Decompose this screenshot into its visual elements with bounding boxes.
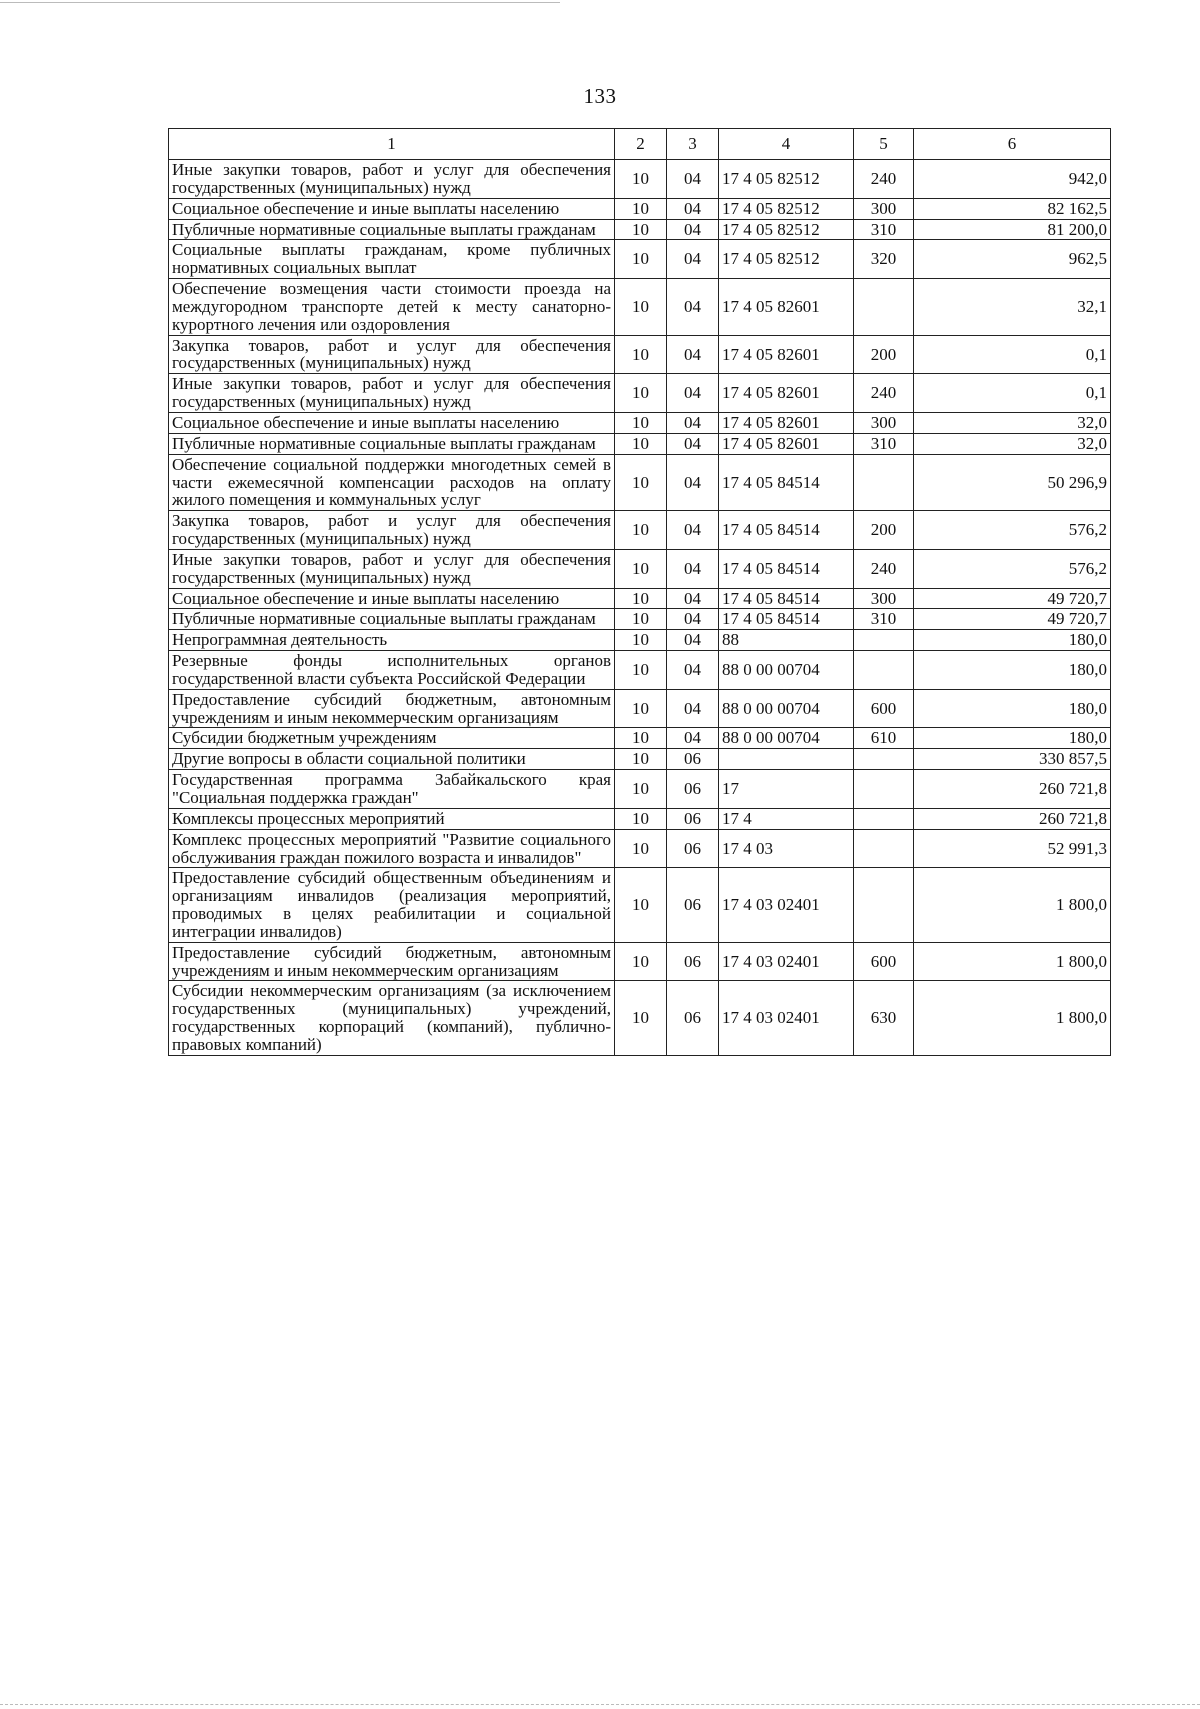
row-amount-cell: 82 162,5 bbox=[914, 198, 1111, 219]
row-expense-type-cell: 300 bbox=[854, 412, 914, 433]
table-row bbox=[169, 749, 1111, 770]
row-amount-cell: 0,1 bbox=[914, 374, 1111, 413]
row-target-code-cell: 17 4 05 84514 bbox=[719, 609, 854, 630]
row-subsection-cell: 04 bbox=[667, 335, 719, 374]
row-target-code-cell: 17 4 05 82512 bbox=[719, 240, 854, 279]
row-section-cell: 10 bbox=[615, 829, 667, 868]
row-subsection-cell: 04 bbox=[667, 689, 719, 728]
row-expense-type-cell: 200 bbox=[854, 335, 914, 374]
column-header: 5 bbox=[854, 129, 914, 160]
row-section-cell: 10 bbox=[615, 868, 667, 942]
table-row bbox=[169, 160, 1111, 199]
row-section-cell: 10 bbox=[615, 770, 667, 809]
row-subsection-cell: 06 bbox=[667, 749, 719, 770]
table-row bbox=[169, 770, 1111, 809]
row-expense-type-cell bbox=[854, 868, 914, 942]
row-amount-cell: 260 721,8 bbox=[914, 808, 1111, 829]
row-section-cell: 10 bbox=[615, 549, 667, 588]
row-subsection-cell: 04 bbox=[667, 630, 719, 651]
row-name-cell: Комплексы процессных мероприятий bbox=[169, 808, 615, 829]
row-name-cell: Резервные фонды исполнительных органов государственной власти субъекта Российской Федерации bbox=[169, 651, 615, 690]
row-expense-type-cell: 240 bbox=[854, 549, 914, 588]
row-section-cell: 10 bbox=[615, 198, 667, 219]
row-expense-type-cell bbox=[854, 279, 914, 336]
table-row bbox=[169, 651, 1111, 690]
row-expense-type-cell: 300 bbox=[854, 588, 914, 609]
row-expense-type-cell bbox=[854, 770, 914, 809]
row-section-cell: 10 bbox=[615, 511, 667, 550]
row-name-cell: Обеспечение социальной поддержки многодетных семей в части ежемесячной компенсации расходов на оплату жилого помещения и коммунальных услуг bbox=[169, 454, 615, 511]
row-name-cell: Социальное обеспечение и иные выплаты населению bbox=[169, 588, 615, 609]
row-expense-type-cell: 630 bbox=[854, 981, 914, 1055]
row-subsection-cell: 04 bbox=[667, 374, 719, 413]
row-subsection-cell: 04 bbox=[667, 651, 719, 690]
row-subsection-cell: 06 bbox=[667, 770, 719, 809]
row-target-code-cell: 17 4 05 82601 bbox=[719, 433, 854, 454]
row-target-code-cell: 17 4 05 82601 bbox=[719, 335, 854, 374]
row-subsection-cell: 04 bbox=[667, 454, 719, 511]
row-target-code-cell: 17 4 05 82512 bbox=[719, 160, 854, 199]
row-section-cell: 10 bbox=[615, 219, 667, 240]
table-row bbox=[169, 219, 1111, 240]
table-row bbox=[169, 335, 1111, 374]
row-expense-type-cell: 240 bbox=[854, 160, 914, 199]
row-section-cell: 10 bbox=[615, 412, 667, 433]
row-section-cell: 10 bbox=[615, 588, 667, 609]
table-row bbox=[169, 808, 1111, 829]
row-target-code-cell: 17 4 05 82512 bbox=[719, 198, 854, 219]
row-expense-type-cell: 610 bbox=[854, 728, 914, 749]
row-amount-cell: 52 991,3 bbox=[914, 829, 1111, 868]
row-target-code-cell: 88 0 00 00704 bbox=[719, 728, 854, 749]
row-target-code-cell: 17 4 03 bbox=[719, 829, 854, 868]
row-subsection-cell: 04 bbox=[667, 728, 719, 749]
row-name-cell: Комплекс процессных мероприятий "Развитие социального обслуживания граждан пожилого возраста и инвалидов" bbox=[169, 829, 615, 868]
row-subsection-cell: 04 bbox=[667, 588, 719, 609]
row-name-cell: Публичные нормативные социальные выплаты гражданам bbox=[169, 609, 615, 630]
row-expense-type-cell bbox=[854, 829, 914, 868]
row-name-cell: Обеспечение возмещения части стоимости проезда на междугородном транспорте детей к месту санаторно-курортного лечения или оздоровления bbox=[169, 279, 615, 336]
row-name-cell: Государственная программа Забайкальского края "Социальная поддержка граждан" bbox=[169, 770, 615, 809]
row-subsection-cell: 04 bbox=[667, 549, 719, 588]
row-expense-type-cell: 600 bbox=[854, 689, 914, 728]
table-row bbox=[169, 549, 1111, 588]
row-subsection-cell: 06 bbox=[667, 942, 719, 981]
row-name-cell: Социальное обеспечение и иные выплаты населению bbox=[169, 198, 615, 219]
row-expense-type-cell bbox=[854, 630, 914, 651]
table-row bbox=[169, 374, 1111, 413]
table-header bbox=[169, 129, 1111, 160]
row-subsection-cell: 04 bbox=[667, 160, 719, 199]
row-name-cell: Иные закупки товаров, работ и услуг для обеспечения государственных (муниципальных) нужд bbox=[169, 160, 615, 199]
row-amount-cell: 180,0 bbox=[914, 728, 1111, 749]
row-subsection-cell: 04 bbox=[667, 219, 719, 240]
row-amount-cell: 180,0 bbox=[914, 630, 1111, 651]
page-number: 133 bbox=[583, 84, 617, 108]
table-row bbox=[169, 728, 1111, 749]
table-row bbox=[169, 412, 1111, 433]
row-subsection-cell: 06 bbox=[667, 981, 719, 1055]
budget-table bbox=[168, 128, 1111, 1056]
row-target-code-cell: 17 4 05 84514 bbox=[719, 511, 854, 550]
row-target-code-cell: 88 0 00 00704 bbox=[719, 651, 854, 690]
row-target-code-cell: 17 4 bbox=[719, 808, 854, 829]
row-subsection-cell: 04 bbox=[667, 198, 719, 219]
column-header: 1 bbox=[169, 129, 615, 160]
row-amount-cell: 180,0 bbox=[914, 651, 1111, 690]
row-target-code-cell: 88 0 00 00704 bbox=[719, 689, 854, 728]
row-subsection-cell: 04 bbox=[667, 279, 719, 336]
scan-bottom-edge bbox=[0, 1704, 1200, 1705]
row-expense-type-cell: 600 bbox=[854, 942, 914, 981]
row-section-cell: 10 bbox=[615, 808, 667, 829]
row-section-cell: 10 bbox=[615, 651, 667, 690]
table-row bbox=[169, 433, 1111, 454]
table-row bbox=[169, 942, 1111, 981]
row-section-cell: 10 bbox=[615, 279, 667, 336]
row-amount-cell: 330 857,5 bbox=[914, 749, 1111, 770]
table-row bbox=[169, 511, 1111, 550]
table-row bbox=[169, 630, 1111, 651]
row-name-cell: Непрограммная деятельность bbox=[169, 630, 615, 651]
row-amount-cell: 942,0 bbox=[914, 160, 1111, 199]
row-target-code-cell: 17 4 05 82601 bbox=[719, 279, 854, 336]
row-amount-cell: 180,0 bbox=[914, 689, 1111, 728]
row-section-cell: 10 bbox=[615, 160, 667, 199]
row-name-cell: Другие вопросы в области социальной политики bbox=[169, 749, 615, 770]
row-section-cell: 10 bbox=[615, 981, 667, 1055]
row-expense-type-cell bbox=[854, 651, 914, 690]
column-header: 2 bbox=[615, 129, 667, 160]
row-section-cell: 10 bbox=[615, 689, 667, 728]
row-name-cell: Субсидии некоммерческим организациям (за исключением государственных (муниципальных) учреждений, государственных корпораций (компаний), публично-правовых компаний) bbox=[169, 981, 615, 1055]
header-row bbox=[169, 129, 1111, 160]
row-section-cell: 10 bbox=[615, 433, 667, 454]
row-expense-type-cell: 320 bbox=[854, 240, 914, 279]
row-subsection-cell: 04 bbox=[667, 511, 719, 550]
row-section-cell: 10 bbox=[615, 728, 667, 749]
scan-edge-line bbox=[0, 2, 560, 3]
row-target-code-cell: 17 4 03 02401 bbox=[719, 981, 854, 1055]
row-name-cell: Публичные нормативные социальные выплаты гражданам bbox=[169, 219, 615, 240]
table-row bbox=[169, 981, 1111, 1055]
row-name-cell: Закупка товаров, работ и услуг для обеспечения государственных (муниципальных) нужд bbox=[169, 511, 615, 550]
table-row bbox=[169, 868, 1111, 942]
table-row bbox=[169, 198, 1111, 219]
row-section-cell: 10 bbox=[615, 454, 667, 511]
column-header: 3 bbox=[667, 129, 719, 160]
table-row bbox=[169, 609, 1111, 630]
row-amount-cell: 0,1 bbox=[914, 335, 1111, 374]
row-amount-cell: 962,5 bbox=[914, 240, 1111, 279]
row-amount-cell: 49 720,7 bbox=[914, 609, 1111, 630]
row-name-cell: Предоставление субсидий общественным объединениям и организациям инвалидов (реализация мероприятий, проводимых в целях реабилитации и социальной интеграции инвалидов) bbox=[169, 868, 615, 942]
row-expense-type-cell: 310 bbox=[854, 219, 914, 240]
row-amount-cell: 260 721,8 bbox=[914, 770, 1111, 809]
row-expense-type-cell: 200 bbox=[854, 511, 914, 550]
column-header: 4 bbox=[719, 129, 854, 160]
row-section-cell: 10 bbox=[615, 335, 667, 374]
row-name-cell: Социальные выплаты гражданам, кроме публичных нормативных социальных выплат bbox=[169, 240, 615, 279]
row-target-code-cell: 17 4 03 02401 bbox=[719, 942, 854, 981]
row-expense-type-cell bbox=[854, 749, 914, 770]
row-name-cell: Иные закупки товаров, работ и услуг для обеспечения государственных (муниципальных) нужд bbox=[169, 374, 615, 413]
row-amount-cell: 49 720,7 bbox=[914, 588, 1111, 609]
row-subsection-cell: 04 bbox=[667, 412, 719, 433]
row-target-code-cell: 17 4 05 84514 bbox=[719, 454, 854, 511]
row-target-code-cell: 17 4 05 84514 bbox=[719, 549, 854, 588]
row-target-code-cell: 17 4 03 02401 bbox=[719, 868, 854, 942]
row-amount-cell: 32,0 bbox=[914, 412, 1111, 433]
row-name-cell: Предоставление субсидий бюджетным, автономным учреждениям и иным некоммерческим организациям bbox=[169, 689, 615, 728]
row-expense-type-cell: 300 bbox=[854, 198, 914, 219]
row-section-cell: 10 bbox=[615, 942, 667, 981]
row-name-cell: Закупка товаров, работ и услуг для обеспечения государственных (муниципальных) нужд bbox=[169, 335, 615, 374]
row-target-code-cell: 88 bbox=[719, 630, 854, 651]
row-name-cell: Предоставление субсидий бюджетным, автономным учреждениям и иным некоммерческим организациям bbox=[169, 942, 615, 981]
row-target-code-cell: 17 4 05 82512 bbox=[719, 219, 854, 240]
row-section-cell: 10 bbox=[615, 630, 667, 651]
row-subsection-cell: 06 bbox=[667, 868, 719, 942]
table-row bbox=[169, 454, 1111, 511]
column-header: 6 bbox=[914, 129, 1111, 160]
table-row bbox=[169, 588, 1111, 609]
table-row bbox=[169, 279, 1111, 336]
row-amount-cell: 50 296,9 bbox=[914, 454, 1111, 511]
row-section-cell: 10 bbox=[615, 749, 667, 770]
table-row bbox=[169, 240, 1111, 279]
row-expense-type-cell bbox=[854, 808, 914, 829]
row-amount-cell: 32,0 bbox=[914, 433, 1111, 454]
row-expense-type-cell: 240 bbox=[854, 374, 914, 413]
row-amount-cell: 81 200,0 bbox=[914, 219, 1111, 240]
row-subsection-cell: 04 bbox=[667, 240, 719, 279]
row-expense-type-cell: 310 bbox=[854, 609, 914, 630]
row-subsection-cell: 06 bbox=[667, 829, 719, 868]
row-amount-cell: 1 800,0 bbox=[914, 942, 1111, 981]
row-name-cell: Субсидии бюджетным учреждениям bbox=[169, 728, 615, 749]
row-subsection-cell: 06 bbox=[667, 808, 719, 829]
row-target-code-cell: 17 4 05 82601 bbox=[719, 412, 854, 433]
row-subsection-cell: 04 bbox=[667, 609, 719, 630]
row-name-cell: Иные закупки товаров, работ и услуг для обеспечения государственных (муниципальных) нужд bbox=[169, 549, 615, 588]
row-target-code-cell: 17 4 05 82601 bbox=[719, 374, 854, 413]
row-amount-cell: 32,1 bbox=[914, 279, 1111, 336]
row-target-code-cell bbox=[719, 749, 854, 770]
row-expense-type-cell: 310 bbox=[854, 433, 914, 454]
table-row bbox=[169, 829, 1111, 868]
row-target-code-cell: 17 bbox=[719, 770, 854, 809]
row-section-cell: 10 bbox=[615, 374, 667, 413]
table-row bbox=[169, 689, 1111, 728]
row-amount-cell: 576,2 bbox=[914, 511, 1111, 550]
row-section-cell: 10 bbox=[615, 240, 667, 279]
row-name-cell: Публичные нормативные социальные выплаты гражданам bbox=[169, 433, 615, 454]
row-target-code-cell: 17 4 05 84514 bbox=[719, 588, 854, 609]
table-body bbox=[169, 160, 1111, 1056]
row-section-cell: 10 bbox=[615, 609, 667, 630]
row-expense-type-cell bbox=[854, 454, 914, 511]
row-subsection-cell: 04 bbox=[667, 433, 719, 454]
row-amount-cell: 1 800,0 bbox=[914, 981, 1111, 1055]
row-amount-cell: 576,2 bbox=[914, 549, 1111, 588]
row-name-cell: Социальное обеспечение и иные выплаты населению bbox=[169, 412, 615, 433]
row-amount-cell: 1 800,0 bbox=[914, 868, 1111, 942]
